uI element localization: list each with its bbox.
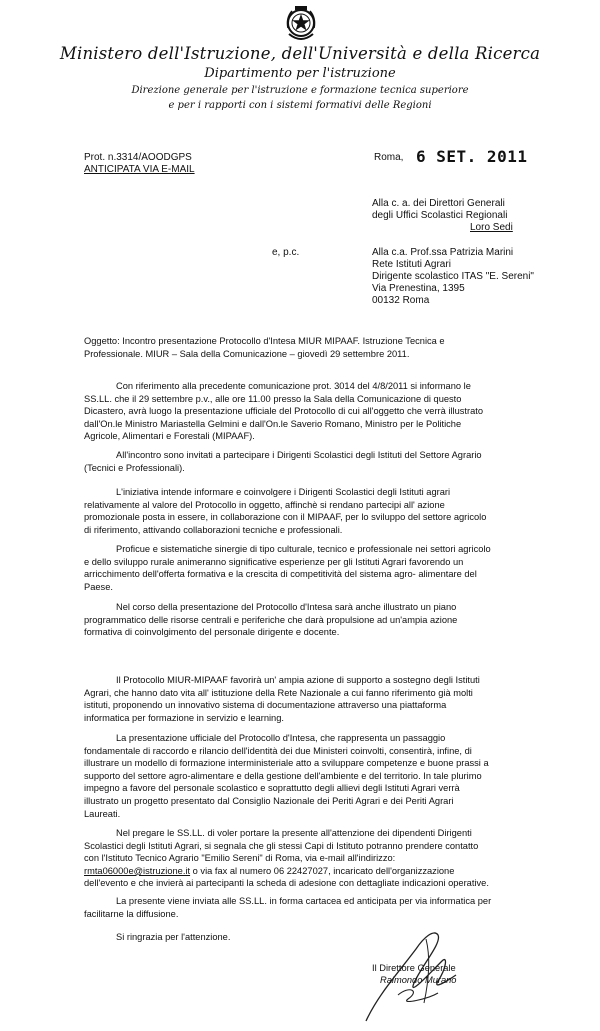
- p6-line: istituti, proponendo un innovativo sistema di documentazione attraverso una piattaforma: [84, 700, 447, 711]
- directorate-line-2: e per i rapporti con i sistemi formativi delle Regioni: [168, 100, 432, 111]
- signatory-title: Il Direttore Generale: [372, 963, 456, 973]
- p7-line: impegno a favore del personale scolastico e soprattutto degli allievi degli Istituti Agrari verrà: [84, 783, 460, 794]
- signatory-name: Raimondo Murano: [380, 975, 457, 985]
- p5-line: Nel corso della presentazione del Protocollo d'Intesa sarà anche illustrato un piano: [116, 602, 457, 612]
- p6-line: Il Protocollo MIUR-MIPAAF favorirà un' ampia azione di supporto a sostegno degli Istituti: [116, 675, 480, 685]
- p7-line: illustrare un modello di formazione interministeriale atto a sviluppare competenze e buone prassi a: [84, 758, 489, 769]
- cc-line-5: 00132 Roma: [372, 295, 430, 306]
- p1-line: dall'On.le Ministro Mariastella Gelmini e dall'On.le Saverio Romano, Ministro per le Politiche: [84, 418, 462, 429]
- paragraph-9: [84, 895, 524, 920]
- ministry-title: Ministero dell'Istruzione, dell'Università e della Ricerca: [59, 44, 541, 63]
- closing-thanks: Si ringrazia per l'attenzione.: [116, 932, 231, 942]
- cc-line-3: Dirigente scolastico ITAS "E. Sereni": [372, 271, 534, 282]
- p9-line: facilitarne la diffusione.: [84, 908, 179, 919]
- p1-line: Agricole, Alimentari e Forestali (MIPAAF).: [84, 431, 255, 442]
- recipient-line-2: degli Uffici Scolastici Regionali: [372, 210, 508, 221]
- italian-republic-emblem-icon: [284, 4, 318, 44]
- p8-line: Scolastici degli Istituti Agrari, si segnala che gli stessi Capi di Istituto potranno prendere contatto: [84, 840, 479, 851]
- delivery-note: ANTICIPATA VIA E-MAIL: [84, 164, 195, 175]
- p5-line: programmatico delle risorse centrali e periferiche che darà propulsione ad un'ampia azione: [84, 614, 458, 625]
- p2-line: (Tecnici e Professionali).: [84, 462, 185, 473]
- p6-line: informatica per formazione in servizio e learning.: [84, 712, 284, 723]
- directorate-line-1: Direzione generale per l'istruzione e formazione tecnica superiore: [131, 85, 469, 96]
- p8-line: con l'Istituto Tecnico Agrario "Emilio Sereni" di Roma, via e-mail all'indirizzo:: [84, 853, 396, 864]
- p7-line: fondamentale di raccordo e rilancio dell'identità dei due Ministeri coinvolti, consentirà, infine, di: [84, 745, 472, 756]
- recipient-line-3: Loro Sedi: [470, 222, 513, 233]
- department-name: Dipartimento per l'istruzione: [204, 66, 396, 81]
- p1-line: Con riferimento alla precedente comunicazione prot. 3014 del 4/8/2011 si informano le: [116, 381, 471, 391]
- protocol-number: Prot. n.3314/AOODGPS: [84, 152, 192, 163]
- paragraph-1: [84, 380, 524, 443]
- p1-line: Dicastero, avrà luogo la presentazione ufficiale del Protocollo di cui all'oggetto che verrà illustrato: [84, 406, 484, 417]
- paragraph-6: [84, 674, 524, 724]
- email-link[interactable]: rmta06000e@istruzione.it: [84, 865, 191, 876]
- subject-line-2: Professionale. MIUR – Sala della Comunicazione – giovedì 29 settembre 2011.: [84, 348, 410, 359]
- paragraph-4: [84, 543, 524, 593]
- paragraph-5: [84, 601, 524, 639]
- subject-line-1: Oggetto: Incontro presentazione Protocollo d'Intesa MIUR MIPAAF. Istruzione Tecnica e: [84, 336, 445, 346]
- p3-line: L'iniziativa intende informare e coinvolgere i Dirigenti Scolastici degli Istituti agrari: [116, 487, 451, 497]
- recipient-line-1: Alla c. a. dei Direttori Generali: [372, 198, 505, 209]
- p9-line: La presente viene inviata alle SS.LL. in forma cartacea ed anticipata per via informatica per: [116, 896, 492, 906]
- p7-line: Laureati.: [84, 808, 121, 819]
- p4-line: Paese.: [84, 581, 113, 592]
- p7-line: illustrato un progetto presentato dal Consiglio Nazionale dei Periti Agrari e dei Periti Agrari: [84, 795, 454, 806]
- p8-line: dell'evento e che invierà ai partecipanti la scheda di adesione con dettagliate indicazioni operative.: [84, 878, 489, 889]
- p4-line: e dello sviluppo rurale animeranno significative esperienze per gli Istituti Agrari favorendo un: [84, 556, 464, 567]
- cc-label: e, p.c.: [272, 247, 300, 258]
- date-stamp: 6 SET. 2011: [416, 147, 528, 166]
- paragraph-3: [84, 486, 524, 536]
- p1-line: SS.LL. che il 29 settembre p.v., alle ore 11.00 presso la Sala della Comunicazione di questo: [84, 393, 462, 404]
- p8-line: rmta06000e@istruzione.it o via fax al numero 06 22427027, incaricato dell'organizzazione: [84, 865, 455, 876]
- p7-line: supporto del settore agro-alimentare e della gestione dell'ambiente e del territorio. In tale plurimo: [84, 770, 482, 781]
- subject: [84, 335, 524, 360]
- p5-line: formativa di coinvolgimento del personale dirigente e docente.: [84, 627, 340, 638]
- p3-line: relativamente al valore del Protocollo in oggetto, affinchè si rendano partecipi all' azione: [84, 499, 445, 510]
- p4-line: Proficue e sistematiche sinergie di tipo culturale, tecnico e professionale nei settori agricolo: [116, 544, 491, 554]
- p2-line: All'incontro sono invitati a partecipare i Dirigenti Scolastici degli Istituti del Settore Agrario: [116, 450, 482, 460]
- p6-line: Agrari, che hanno dato vita all' istituzione della Rete Nazionale a cui fanno riferimento già molti: [84, 687, 473, 698]
- date-place: Roma,: [374, 152, 404, 163]
- paragraph-8: [84, 827, 524, 890]
- p4-line: arricchimento dell'offerta formativa e la crescita di competitività del sistema agro- alimentare del: [84, 569, 477, 580]
- cc-line-1: Alla c.a. Prof.ssa Patrizia Marini: [372, 247, 514, 258]
- p3-line: di riferimento, attivando collaborazioni tecniche e professionali.: [84, 524, 343, 535]
- paragraph-2: [84, 449, 524, 474]
- cc-line-2: Rete Istituti Agrari: [372, 259, 451, 270]
- p7-line: La presentazione ufficiale del Protocollo d'Intesa, che rappresenta un passaggio: [116, 733, 446, 743]
- paragraph-7: [84, 732, 524, 820]
- p3-line: promozionale posta in essere, in collaborazione con il MIPAAF, per lo sviluppo del settore agricolo: [84, 512, 487, 523]
- p8-line: Nel pregare le SS.LL. di voler portare la presente all'attenzione dei dipendenti Dirigenti: [116, 828, 472, 838]
- cc-line-4: Via Prenestina, 1395: [372, 283, 465, 294]
